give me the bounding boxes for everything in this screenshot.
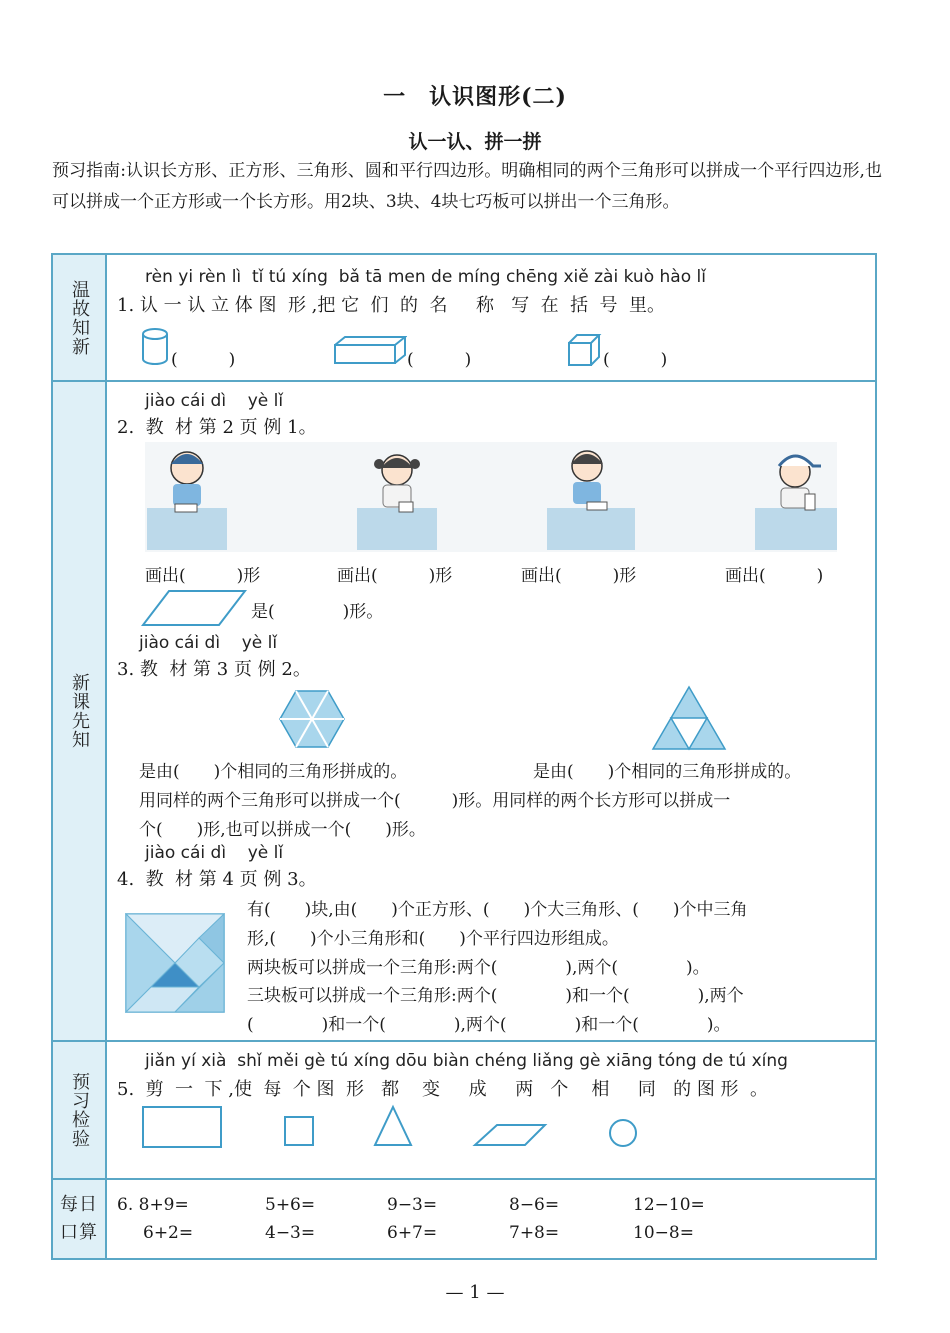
page-title: 一 认识图形(二) xyxy=(383,84,567,110)
page-number: — 1 — xyxy=(445,1282,505,1303)
q2-shape-label: 是( )形。 xyxy=(251,602,384,622)
q3-text: 3. 教 材 第 3 页 例 2。 xyxy=(117,659,311,680)
q1-blank: ( ) xyxy=(603,350,668,370)
q2-draw-label-1: 画出( )形 xyxy=(145,566,261,586)
q6-r1-c4: 8−6= xyxy=(509,1195,560,1215)
q4-pinyin: jiào cái dì yè lǐ xyxy=(145,843,284,863)
q1-blank: ( ) xyxy=(407,350,472,370)
q4-line-4: 三块板可以拼成一个三角形:两个( )和一个( ),两个 xyxy=(247,986,744,1006)
q6-r2-c1: 6+2= xyxy=(143,1223,194,1243)
q1-blank: ( ) xyxy=(171,350,236,370)
circle-shape xyxy=(610,1120,636,1146)
q5-text: 5. 剪 一 下 ,使 每 个 图 形 都 变 成 两 个 相 同 的 图 形 。 xyxy=(117,1079,768,1100)
q6-r2-c3: 6+7= xyxy=(387,1223,438,1243)
q3-line-2: 个( )形,也可以拼成一个( )形。 xyxy=(139,820,426,840)
divider xyxy=(53,1178,875,1180)
q6-r1-c5: 12−10= xyxy=(633,1195,705,1215)
q6-r2-c2: 4−3= xyxy=(265,1223,316,1243)
section-review-label: 温故知新 xyxy=(53,255,107,381)
parallelogram-shape xyxy=(475,1125,545,1145)
divider xyxy=(53,1040,875,1042)
square-shape xyxy=(285,1117,313,1145)
q4-line-2: 形,( )个小三角形和( )个平行四边形组成。 xyxy=(247,929,619,949)
q4-line-3: 两块板可以拼成一个三角形:两个( ),两个( )。 xyxy=(247,958,710,978)
q6-r1-c2: 5+6= xyxy=(265,1195,316,1215)
q2-text: 2. 教 材 第 2 页 例 1。 xyxy=(117,417,317,438)
q4-text: 4. 教 材 第 4 页 例 3。 xyxy=(117,869,317,890)
tangram-square xyxy=(125,913,225,1013)
preview-guide: 预习指南:认识长方形、正方形、三角形、圆和平行四边形。明确相同的两个三角形可以拼成一个平行四边形,也可以拼成一个正方形或一个长方形。用2块、3块、4块七巧板可以拼出一个三角形。 xyxy=(52,161,882,212)
cube-icon xyxy=(567,333,603,367)
divider xyxy=(53,380,875,382)
triangle-of-triangles xyxy=(651,685,727,751)
q2-pinyin: jiào cái dì yè lǐ xyxy=(145,391,284,411)
triangle-shape xyxy=(375,1107,411,1145)
parallelogram-shape xyxy=(141,589,247,627)
section-check-label: 预习检验 xyxy=(53,1041,107,1179)
q6-r1-c3: 9−3= xyxy=(387,1195,438,1215)
q3-right-answer: 是由( )个相同的三角形拼成的。 xyxy=(533,762,802,782)
lesson-subtitle: 认一认、拼一拼 xyxy=(408,131,542,153)
q2-draw-label-4: 画出( ) xyxy=(725,566,824,586)
q2-draw-label-2: 画出( )形 xyxy=(337,566,453,586)
q3-pinyin: jiào cái dì yè lǐ xyxy=(139,633,278,653)
q3-line-1: 用同样的两个三角形可以拼成一个( )形。用同样的两个长方形可以拼成一 xyxy=(139,791,731,811)
q1-pinyin: rèn yi rèn lì tǐ tú xíng bǎ tā men de míng chēng xiě zài kuò hào lǐ xyxy=(145,267,706,287)
section-mental-math-label: 每日口算 xyxy=(53,1179,107,1258)
children-tracing-illustration xyxy=(145,442,837,552)
section-new-lesson-label: 新课先知 xyxy=(53,381,107,1041)
q2-draw-label-3: 画出( )形 xyxy=(521,566,637,586)
q4-line-1: 有( )块,由( )个正方形、( )个大三角形、( )个中三角 xyxy=(247,900,748,920)
cylinder-icon xyxy=(141,327,171,367)
q3-left-answer: 是由( )个相同的三角形拼成的。 xyxy=(139,762,408,782)
cuboid-icon xyxy=(333,335,407,367)
cut-shapes-row xyxy=(141,1103,641,1153)
q6-r1-c1: 6. 8+9= xyxy=(117,1195,189,1215)
q6-r2-c4: 7+8= xyxy=(509,1223,560,1243)
q5-pinyin: jiǎn yí xià shǐ měi gè tú xíng dōu biàn chéng liǎng gè xiāng tóng de tú xíng xyxy=(145,1051,788,1071)
q4-line-5: ( )和一个( ),两个( )和一个( )。 xyxy=(247,1015,731,1035)
hexagon-of-triangles xyxy=(279,689,345,749)
exercise-table xyxy=(51,253,877,1260)
q6-r2-c5: 10−8= xyxy=(633,1223,694,1243)
q1-text: 1. 认 一 认 立 体 图 形 ,把 它 们 的 名 称 写 在 括 号 里。 xyxy=(117,295,665,316)
rectangle-shape xyxy=(143,1107,221,1147)
